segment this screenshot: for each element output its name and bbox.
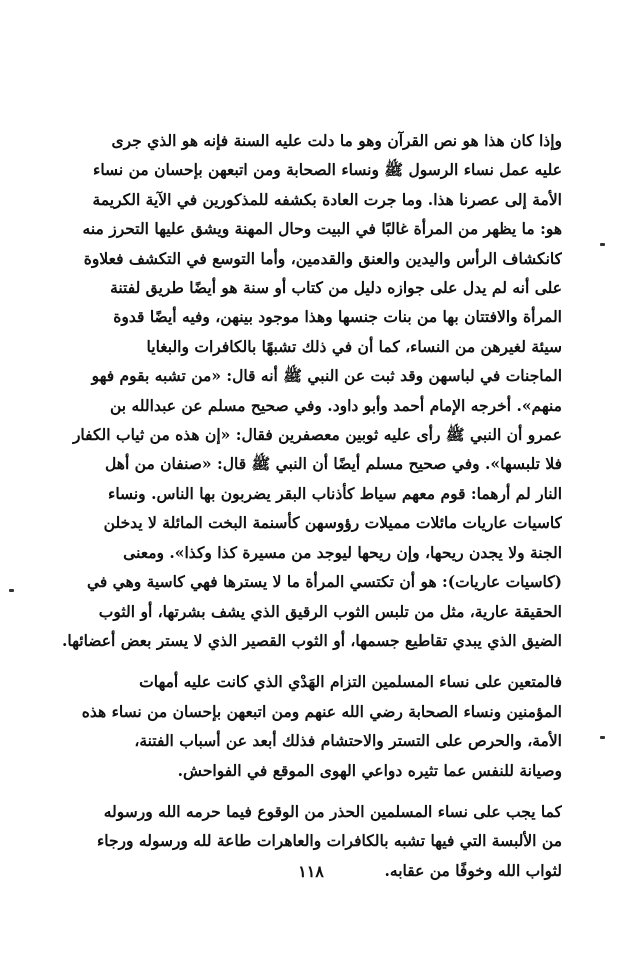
text-line: على أنه لم يدل على جوازه دليل من كتاب أو سنة هو أيضًا طريق لفتنة	[110, 278, 562, 298]
text-line: فلا تلبسها». وفي صحيح مسلم أيضًا أن النبي ﷺ قال: «صنفان من أهل	[105, 454, 562, 474]
scan-mark	[600, 736, 605, 739]
paragraph-1	[62, 126, 562, 655]
text-line: هو: ما يظهر من المرأة غالبًا في البيت وحال المهنة ويشق عليها التحرز منه	[82, 219, 562, 239]
text-line: الحقيقة عارية، مثل من تلبس الثوب الرقيق الذي يشف بشرتها، أو الثوب	[98, 601, 562, 621]
text-line: عليه عمل نساء الرسول ﷺ ونساء الصحابة ومن اتبعهن بإحسان من نساء	[93, 160, 562, 180]
text-line: منهم». أخرجه الإمام أحمد وأبو داود. وفي صحيح مسلم عن عبدالله بن	[109, 395, 562, 415]
scan-mark	[600, 243, 605, 246]
text-line: كاسيات عاريات مائلات مميلات رؤوسهن كأسنمة البخت المائلة لا يدخلن	[103, 513, 562, 533]
text-line: كانكشاف الرأس واليدين والعنق والقدمين، وأما التوسع في التكشف فعلاوة	[83, 248, 562, 268]
text-line: عمرو أن النبي ﷺ رأى عليه ثوبين معصفرين فقال: «إن هذه من ثياب الكفار	[72, 425, 562, 445]
text-line: لثواب الله وخوفًا من عقابه.	[384, 860, 562, 880]
text-line: وإذا كان هذا هو نص القرآن وهو ما دلت عليه السنة فإنه هو الذي جرى	[111, 131, 562, 150]
paragraph-2	[62, 667, 562, 785]
text-line: الأمة، والحرص على التستر والاحتشام فذلك أبعد عن أسباب الفتنة،	[134, 731, 562, 751]
page-number: ١١٨	[298, 862, 324, 881]
text-line: المؤمنين ونساء الصحابة رضي الله عنهم ومن اتبعهن بإحسان من نساء هذه	[81, 701, 562, 721]
text-line: فالمتعين على نساء المسلمين التزام الهَدْي الذي كانت عليه أمهات	[139, 672, 562, 692]
text-line: الأمة إلى عصرنا هذا. وما جرت العادة بكشفه للمذكورين في الآية الكريمة	[92, 189, 562, 209]
text-line: من الألبسة التي فيها تشبه بالكافرات والعاهرات طاعة لله ورسوله ورجاء	[96, 831, 562, 851]
page-body	[62, 126, 562, 885]
text-line: الجنة ولا يجدن ريحها، وإن ريحها ليوجد من مسيرة كذا وكذا». ومعنى	[123, 542, 562, 562]
text-line: وصيانة للنفس عما تثيره دواعي الهوى الموقع في الفواحش.	[177, 760, 562, 780]
text-line: المرأة والافتتان بها من بنات جنسها وهذا موجود بينهن، وفيه أيضًا قدوة	[113, 307, 562, 327]
text-line: الماجنات في لباسهن وقد ثبت عن النبي ﷺ أنه قال: «من تشبه بقوم فهو	[91, 366, 562, 386]
text-line: النار لم أرهما: قوم معهم سياط كأذناب البقر يضربون بها الناس. ونساء	[108, 483, 562, 503]
text-line: الضيق الذي يبدي تقاطيع جسمها، أو الثوب القصير الذي لا يستر بعض أعضائها.	[62, 630, 562, 650]
scan-mark	[9, 589, 14, 592]
text-line: (كاسيات عاريات): هو أن تكتسي المرأة ما لا يسترها فهي كاسية وهي في	[86, 572, 562, 592]
text-line: كما يجب على نساء المسلمين الحذر من الوقوع فيما حرمه الله ورسوله	[103, 801, 562, 821]
text-line: سيئة لغيرهن من النساء، كما أن في ذلك تشبهًا بالكافرات والبغايا	[146, 336, 562, 356]
